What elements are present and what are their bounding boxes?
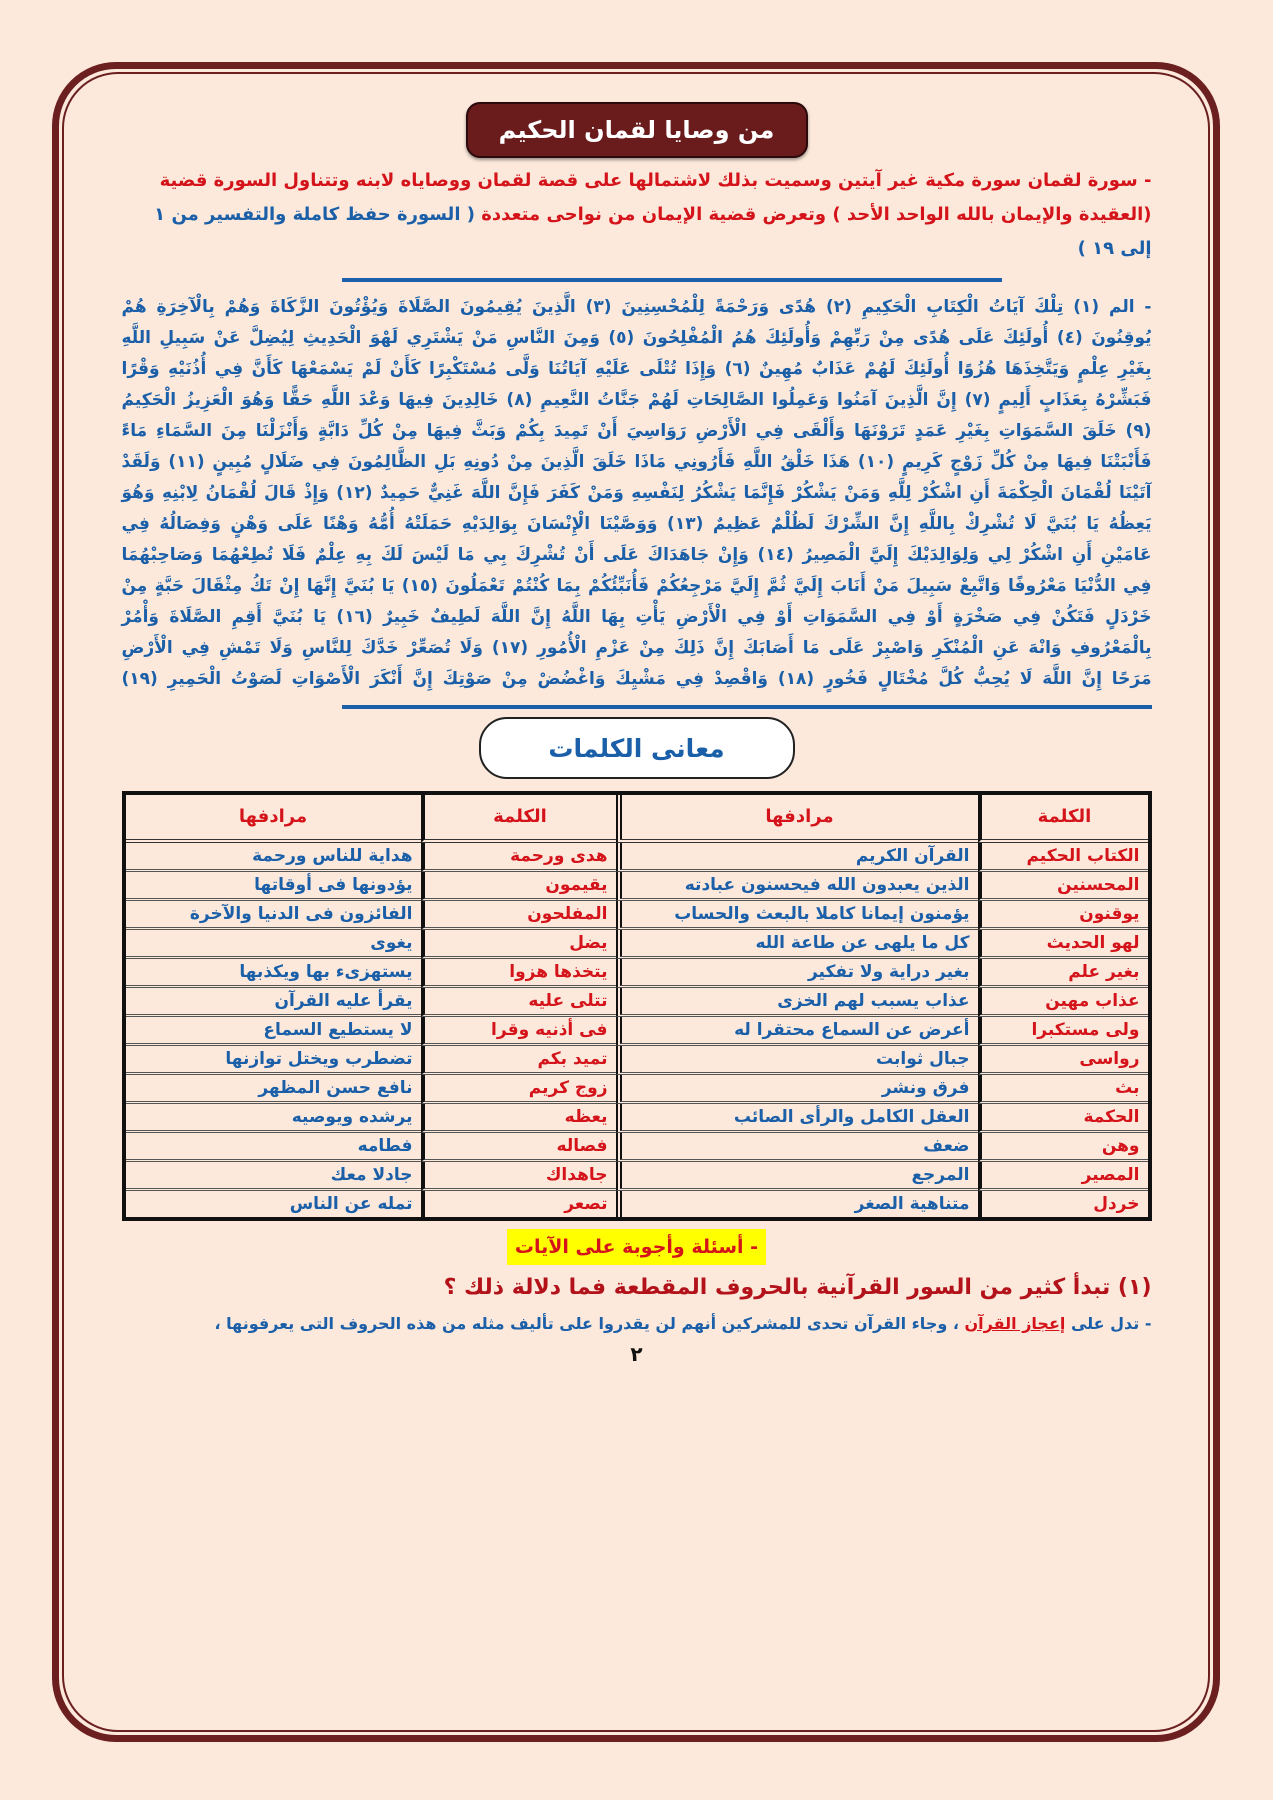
synonym-cell: هداية للناس ورحمة <box>126 843 421 872</box>
word-cell: بغير علم <box>978 959 1148 988</box>
synonym-cell: فرق ونشر <box>616 1075 978 1104</box>
intro-line-2 <box>122 198 1152 266</box>
synonym-cell: يستهزىء بها ويكذبها <box>126 959 421 988</box>
word-cell: الكتاب الحكيم <box>978 843 1148 872</box>
vocabulary-row <box>126 1104 1148 1133</box>
verse-line: يَعِظُهُ يَا بُنَيَّ لَا تُشْرِكْ بِاللَّهِ إِنَّ الشِّرْكَ لَظُلْمٌ عَظِيمٌ (١٣) وَوَصَّيْنَا الْإِنْسَانَ بِوَالِدَيْهِ حَمَلَتْهُ أُمُّهُ وَهْنًا عَلَى وَهْنٍ وَفِصَالُهُ فِي <box>121 514 1152 534</box>
verse-line: بِغَيْرِ عِلْمٍ وَيَتَّخِذَهَا هُزُوًا أُولَئِكَ لَهُمْ عَذَابٌ مُهِينٌ (٦) وَإِذَا تُتْلَى عَلَيْهِ آيَاتُنَا وَلَّى مُسْتَكْبِرًا كَأَنْ لَمْ يَسْمَعْهَا كَأَنَّ فِي أُذُنَيْهِ وَقْرًا <box>121 359 1152 379</box>
synonym-cell: متناهية الصغر <box>616 1191 978 1217</box>
memorization-note: ( السورة حفظ كاملة والتفسير من ١ إلى ١٩ ) <box>154 204 1152 259</box>
synonym-cell: تضطرب ويختل توازنها <box>126 1046 421 1075</box>
vocabulary-row <box>126 872 1148 901</box>
vocabulary-row <box>126 1017 1148 1046</box>
vocabulary-row <box>126 1133 1148 1162</box>
verse-line: فَأَنْبَتْنَا فِيهَا مِنْ كُلِّ زَوْجٍ كَرِيمٍ (١٠) هَذَا خَلْقُ اللَّهِ فَأَرُونِي مَاذَا خَلَقَ الَّذِينَ مِنْ دُونِهِ بَلِ الظَّالِمُونَ فِي ضَلَالٍ مُبِينٍ (١١) وَلَقَدْ <box>121 452 1152 472</box>
word-cell: يعظه <box>421 1104 616 1133</box>
header-word-2: الكلمة <box>421 795 616 843</box>
verse-line: فَبَشِّرْهُ بِعَذَابٍ أَلِيمٍ (٧) إِنَّ الَّذِينَ آمَنُوا وَعَمِلُوا الصَّالِحَاتِ لَهُمْ جَنَّاتُ النَّعِيمِ (٨) خَالِدِينَ فِيهَا وَعْدَ اللَّهِ حَقًّا وَهُوَ الْعَزِيزُ الْحَكِيمُ <box>121 390 1152 410</box>
page-number: ٢ <box>630 1342 643 1366</box>
answer-1-rest: ، وجاء القرآن تحدى للمشركين أنهم لن يقدروا على تأليف مثله من هذه الحروف التى يعرفونها ، <box>214 1314 959 1333</box>
verse-line: آتَيْنَا لُقْمَانَ الْحِكْمَةَ أَنِ اشْكُرْ لِلَّهِ وَمَنْ يَشْكُرْ فَإِنَّمَا يَشْكُرُ لِنَفْسِهِ وَمَنْ كَفَرَ فَإِنَّ اللَّهَ غَنِيٌّ حَمِيدٌ (١٢) وَإِذْ قَالَ لُقْمَانُ لِابْنِهِ وَهُوَ <box>121 483 1152 503</box>
word-cell: يتخذها هزوا <box>421 959 616 988</box>
word-cell: لهو الحديث <box>978 930 1148 959</box>
synonym-cell: جبال ثوابت <box>616 1046 978 1075</box>
word-cell: عذاب مهين <box>978 988 1148 1017</box>
vocabulary-row <box>126 1046 1148 1075</box>
synonym-cell: تمله عن الناس <box>289 1194 413 1214</box>
word-cell: المصير <box>978 1162 1148 1191</box>
vocabulary-table <box>122 791 1152 1221</box>
word-cell: يوقنون <box>978 901 1148 930</box>
word-cell: الحكمة <box>978 1104 1148 1133</box>
word-cell: وهن <box>978 1133 1148 1162</box>
synonym-cell: كل ما يلهى عن طاعة الله <box>616 930 978 959</box>
intro-paragraph <box>122 164 1152 266</box>
word-cell: تصعر <box>421 1191 616 1217</box>
qa-heading-wrap <box>122 1229 1152 1265</box>
verse-line: بِالْمَعْرُوفِ وَانْهَ عَنِ الْمُنْكَرِ وَاصْبِرْ عَلَى مَا أَصَابَكَ إِنَّ ذَلِكَ مِنْ عَزْمِ الْأُمُورِ (١٧) وَلَا تُصَعِّرْ خَدَّكَ لِلنَّاسِ وَلَا تَمْشِ فِي الْأَرْضِ <box>121 638 1152 658</box>
meanings-title-box <box>479 717 795 779</box>
vocabulary-row <box>126 1191 1148 1217</box>
word-cell: بث <box>978 1075 1148 1104</box>
vocabulary-row <box>126 959 1148 988</box>
word-cell: رواسى <box>978 1046 1148 1075</box>
word-cell: فصاله <box>421 1133 616 1162</box>
verse-line: عَامَيْنِ أَنِ اشْكُرْ لِي وَلِوَالِدَيْكَ إِلَيَّ الْمَصِيرُ (١٤) وَإِنْ جَاهَدَاكَ عَلَى أَنْ تُشْرِكَ بِي مَا لَيْسَ لَكَ بِهِ عِلْمٌ فَلَا تُطِعْهُمَا وَصَاحِبْهُمَا <box>121 545 1152 565</box>
answer-1-highlight: إعجاز القرآن <box>964 1314 1066 1333</box>
vocabulary-header-row <box>126 795 1148 843</box>
synonym-cell: أعرض عن السماع محتقرا له <box>616 1017 978 1046</box>
verse-line: خَرْدَلٍ فَتَكُنْ فِي صَخْرَةٍ أَوْ فِي السَّمَوَاتِ أَوْ فِي الْأَرْضِ يَأْتِ بِهَا اللَّهُ إِنَّ اللَّهَ لَطِيفٌ خَبِيرٌ (١٦) يَا بُنَيَّ أَقِمِ الصَّلَاةَ وَأْمُرْ <box>121 607 1152 627</box>
synonym-cell: المرجع <box>616 1162 978 1191</box>
header-synonym-1: مرادفها <box>616 795 978 843</box>
word-cell: هدى ورحمة <box>421 843 616 872</box>
synonym-cell: القرآن الكريم <box>616 843 978 872</box>
synonym-cell: الفائزون فى الدنيا والآخرة <box>126 901 421 930</box>
word-cell: تميد بكم <box>421 1046 616 1075</box>
synonym-cell: فطامه <box>126 1133 421 1162</box>
vocabulary-row <box>126 1162 1148 1191</box>
divider-top <box>342 278 1002 282</box>
word-cell: المفلحون <box>421 901 616 930</box>
header-word-1: الكلمة <box>978 795 1148 843</box>
vocabulary-row <box>126 930 1148 959</box>
answer-1 <box>122 1311 1152 1337</box>
verse-line: يُوقِنُونَ (٤) أُولَئِكَ عَلَى هُدًى مِنْ رَبِّهِمْ وَأُولَئِكَ هُمُ الْمُفْلِحُونَ (٥) وَمِنَ النَّاسِ مَنْ يَشْتَرِي لَهْوَ الْحَدِيثِ لِيُضِلَّ عَنْ سَبِيلِ اللَّهِ <box>121 328 1152 348</box>
synonym-cell: يغوى <box>126 930 421 959</box>
synonym-cell: العقل الكامل والرأى الصائب <box>616 1104 978 1133</box>
synonym-cell: الذين يعبدون الله فيحسنون عبادته <box>616 872 978 901</box>
synonym-cell: جادلا معك <box>126 1162 421 1191</box>
intro-line-2-text: (العقيدة والإيمان بالله الواحد الأحد ) وتعرض قضية الإيمان من نواحى متعددة <box>481 204 1152 225</box>
synonym-cell: لا يستطيع السماع <box>126 1017 421 1046</box>
synonym-cell: عذاب يسبب لهم الخزى <box>616 988 978 1017</box>
divider-bottom <box>342 705 1152 709</box>
quran-verses <box>122 292 1152 695</box>
word-cell: جاهداك <box>421 1162 616 1191</box>
synonym-cell: ضعف <box>616 1133 978 1162</box>
word-cell: خردل <box>978 1191 1148 1217</box>
word-cell: فى أذنيه وقرا <box>421 1017 616 1046</box>
word-cell: تتلى عليه <box>421 988 616 1017</box>
question-1: (١) تبدأ كثير من السور القرآنية بالحروف المقطعة فما دلالة ذلك ؟ <box>443 1275 1152 1300</box>
synonym-cell: يرشده ويوصيه <box>126 1104 421 1133</box>
header-synonym-2: مرادفها <box>126 795 421 843</box>
synonym-cell: بغير دراية ولا تفكير <box>616 959 978 988</box>
vocabulary-row <box>126 843 1148 872</box>
verse-line: (٩) خَلَقَ السَّمَوَاتِ بِغَيْرِ عَمَدٍ تَرَوْنَهَا وَأَلْقَى فِي الْأَرْضِ رَوَاسِيَ أَنْ تَمِيدَ بِكُمْ وَبَثَّ فِيهَا مِنْ كُلِّ دَابَّةٍ وَأَنْزَلْنَا مِنَ السَّمَاءِ مَاءً <box>121 421 1152 441</box>
answer-1-prefix: - تدل على <box>1070 1314 1152 1333</box>
vocabulary-row <box>126 901 1148 930</box>
verse-line: - الم (١) تِلْكَ آيَاتُ الْكِتَابِ الْحَكِيمِ (٢) هُدًى وَرَحْمَةً لِلْمُحْسِنِينَ (٣) الَّذِينَ يُقِيمُونَ الصَّلَاةَ وَيُؤْتُونَ الزَّكَاةَ وَهُمْ بِالْآخِرَةِ هُمْ <box>121 297 1152 317</box>
vocabulary-row <box>126 1075 1148 1104</box>
synonym-cell: يقرأ عليه القرآن <box>126 988 421 1017</box>
verse-line: فِي الدُّنْيَا مَعْرُوفًا وَاتَّبِعْ سَبِيلَ مَنْ أَنَابَ إِلَيَّ ثُمَّ إِلَيَّ مَرْجِعُكُمْ فَأُنَبِّئُكُمْ بِمَا كُنْتُمْ تَعْمَلُونَ (١٥) يَا بُنَيَّ إِنَّهَا إِنْ تَكُ مِثْقَالَ حَبَّةٍ مِنْ <box>121 576 1152 596</box>
synonym-cell: نافع حسن المظهر <box>126 1075 421 1104</box>
word-cell: ولى مستكبرا <box>978 1017 1148 1046</box>
synonym-cell: يؤدونها فى أوقاتها <box>126 872 421 901</box>
word-cell: يقيمون <box>421 872 616 901</box>
synonym-cell: يؤمنون إيمانا كاملا بالبعث والحساب <box>616 901 978 930</box>
page-title <box>466 102 808 158</box>
intro-line-1: - سورة لقمان سورة مكية غير آيتين وسميت بذلك لاشتمالها على قصة لقمان ووصاياه لابنه وتتناول السورة قضية <box>159 170 1152 191</box>
verse-line: مَرَحًا إِنَّ اللَّهَ لَا يُحِبُّ كُلَّ مُخْتَالٍ فَخُورٍ (١٨) وَاقْصِدْ فِي مَشْيِكَ وَاغْضُضْ مِنْ صَوْتِكَ إِنَّ أَنْكَرَ الْأَصْوَاتِ لَصَوْتُ الْحَمِيرِ (١٩) <box>121 669 1152 689</box>
page-title-text: من وصايا لقمان الحكيم <box>498 116 775 144</box>
page-content <box>122 0 1152 1367</box>
word-cell: زوج كريم <box>421 1075 616 1104</box>
qa-heading: - أسئلة وأجوبة على الآيات <box>507 1229 766 1265</box>
vocabulary-row <box>126 988 1148 1017</box>
word-cell: المحسنين <box>978 872 1148 901</box>
meanings-title: معانى الكلمات <box>548 733 725 763</box>
word-cell: يضل <box>421 930 616 959</box>
